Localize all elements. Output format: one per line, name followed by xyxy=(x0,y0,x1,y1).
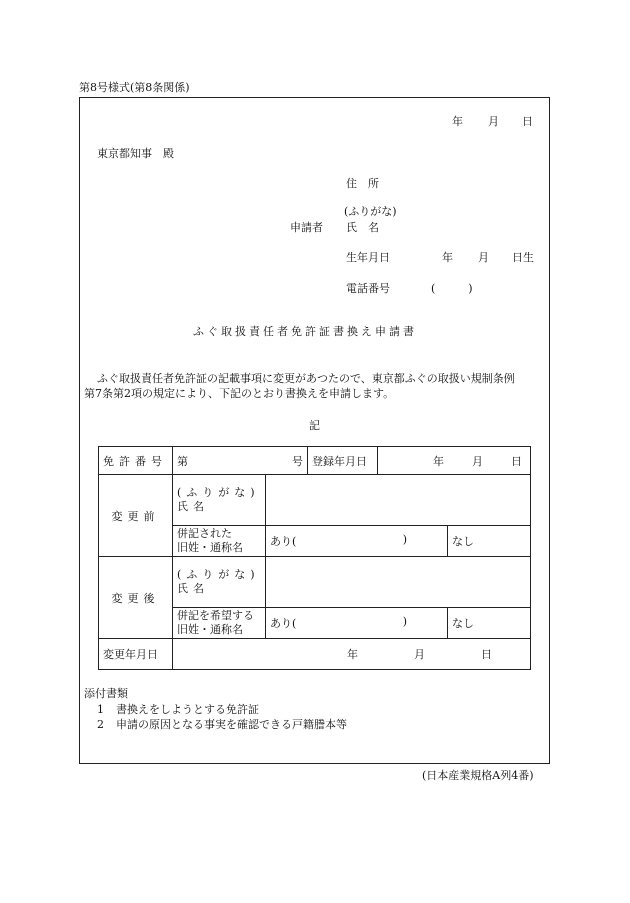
addressee: 東京都知事 殿 xyxy=(97,147,174,160)
address-label: 住 所 xyxy=(346,177,379,190)
date-year: 年 xyxy=(452,115,463,128)
phone-label: 電話番号 xyxy=(346,282,390,295)
before-nashi-cell[interactable]: なし xyxy=(448,526,531,557)
attachment-1: 書換えをしようとする免許証 xyxy=(116,703,259,716)
before-name: 氏名 xyxy=(177,500,209,513)
after-nashi-cell[interactable]: なし xyxy=(448,608,531,639)
after-oldname-line2: 旧姓・通称名 xyxy=(177,623,243,636)
attachments-heading: 添付書類 xyxy=(84,687,128,700)
after-label: 変更後 xyxy=(99,557,173,639)
license-no-label: 免許番号 xyxy=(99,447,173,475)
furigana-label: (ふりがな) xyxy=(344,205,397,218)
go-text: 号 xyxy=(292,454,303,468)
attachment-1-no: 1 xyxy=(97,703,104,716)
after-oldname-line1: 併記を希望する xyxy=(177,609,254,622)
attachment-2-no: 2 xyxy=(97,718,104,731)
after-name: 氏名 xyxy=(177,582,209,595)
license-row xyxy=(99,447,531,475)
before-name-value[interactable] xyxy=(266,475,531,526)
body-line-2: 第7条第2項の規定により、下記のとおり書換えを申請します。 xyxy=(84,387,395,400)
birth-day-suffix: 日生 xyxy=(512,251,534,264)
after-ari-cell[interactable] xyxy=(266,608,448,639)
before-furigana: (ふりがな) xyxy=(177,486,260,499)
birth-month: 月 xyxy=(478,251,489,264)
name-label: 氏 名 xyxy=(346,221,379,234)
reg-month: 月 xyxy=(472,454,483,468)
after-ari: あり( xyxy=(270,617,297,630)
after-furigana: (ふりがな) xyxy=(177,568,260,581)
document-title: ふぐ取扱責任者免許証書換え申請書 xyxy=(193,325,417,338)
after-ari-close: ) xyxy=(402,615,407,628)
before-oldname-label-cell xyxy=(173,526,266,557)
phone-paren: ( ) xyxy=(431,282,473,295)
change-month: 月 xyxy=(414,648,425,661)
change-year: 年 xyxy=(347,648,358,661)
birth-label: 生年月日 xyxy=(346,251,390,264)
before-oldname-line1: 併記された xyxy=(177,527,232,540)
applicant-label: 申請者 xyxy=(290,221,323,234)
change-date-label: 変更年月日 xyxy=(99,639,173,670)
dai-text: 第 xyxy=(177,454,188,468)
before-ari: あり( xyxy=(270,535,297,548)
after-oldname-label-cell xyxy=(173,608,266,639)
before-ari-cell[interactable] xyxy=(266,526,448,557)
change-table xyxy=(98,446,531,670)
body-line-1: ふぐ取扱責任者免許証の記載事項に変更があつたので、東京都ふぐの取扱い規制条例 xyxy=(97,372,515,385)
after-name-label-cell xyxy=(173,557,266,608)
before-name-row xyxy=(99,475,531,526)
form-number: 第8号様式(第8条関係) xyxy=(79,81,190,94)
reg-date-cell[interactable] xyxy=(378,447,531,475)
birth-year: 年 xyxy=(442,251,453,264)
license-no-cell[interactable] xyxy=(173,447,308,475)
change-date-cell[interactable] xyxy=(173,639,531,670)
before-label: 変更前 xyxy=(99,475,173,557)
before-ari-close: ) xyxy=(402,533,407,546)
before-name-label-cell xyxy=(173,475,266,526)
reg-year: 年 xyxy=(433,454,444,468)
change-day: 日 xyxy=(481,648,492,661)
after-name-row xyxy=(99,557,531,608)
ki-mark: 記 xyxy=(309,419,320,432)
before-oldname-line2: 旧姓・通称名 xyxy=(177,541,243,554)
attachment-2: 申請の原因となる事実を確認できる戸籍謄本等 xyxy=(116,718,347,731)
reg-date-label: 登録年月日 xyxy=(308,447,378,475)
paper-size-note: (日本産業規格A列4番) xyxy=(422,769,534,782)
after-name-value[interactable] xyxy=(266,557,531,608)
date-day: 日 xyxy=(522,115,533,128)
date-month: 月 xyxy=(488,115,499,128)
reg-day: 日 xyxy=(511,454,522,468)
change-date-row xyxy=(99,639,531,670)
